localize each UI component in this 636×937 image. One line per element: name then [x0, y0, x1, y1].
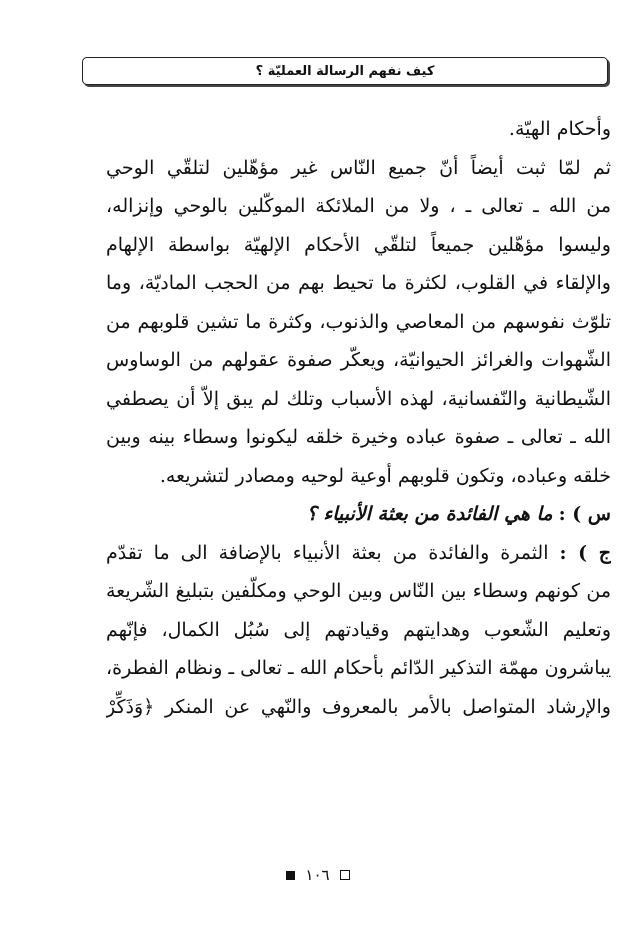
text-line: الشّهوات والغرائز الحيوانيّة، ويعكّر صفوة عقولهم من الوساوس: [106, 349, 611, 371]
text-line: يباشرون مهمّة التذكير الدّائم بأحكام الله ـ تعالى ـ ونظام الفطرة،: [106, 657, 611, 679]
text-line: والإلقاء في القلوب، لكثرة ما تحيط بهم من الحجب الماديّة، وما: [106, 272, 611, 294]
header-title: كيف نفهم الرسالة العمليّة ؟: [255, 63, 435, 79]
empty-square-icon: [340, 870, 350, 880]
question-text: ما هي الفائدة من بعثة الأنبياء ؟: [306, 503, 553, 525]
text-line: من الله ـ تعالى ـ ، ولا من الملائكة الموكّلين بالوحي وإنزاله،: [106, 195, 611, 217]
body-text: [106, 110, 611, 726]
text-line: وليسوا مؤهّلين جميعاً لتلقّي الأحكام الإلهيّة بواسطة الإلهام: [106, 233, 611, 256]
question-line: [106, 495, 611, 534]
question-marker: س ) :: [558, 503, 611, 525]
answer-first-text: الثمرة والفائدة من بعثة الأنبياء بالإضافة الى ما تقدّم: [106, 541, 549, 564]
page-number: ١٠٦: [305, 866, 330, 884]
text-line: خلقه وعباده، وتكون قلوبهم أوعية لوحيه ومصادر لتشريعه.: [159, 464, 611, 487]
text-line: والإرشاد المتواصل بالأمر بالمعروف والنّهي عن المنكر ﴿وَذَكِّرْ: [106, 695, 611, 718]
running-header: [82, 57, 608, 85]
text-line: الله ـ تعالى ـ صفوة عباده وخيرة خلقه ليكونوا وسطاء بينه وبين: [106, 426, 611, 448]
answer-marker: ج ) :: [559, 541, 611, 564]
text-line: وتعليم الشّعوب وهدايتهم وقيادتهم إلى سُبُل الكمال، فإنّهم: [106, 618, 611, 641]
filled-square-icon: [286, 871, 295, 880]
text-line: تلوّث نفوسهم من المعاصي والذنوب، وكثرة ما تشين قلوبهم من: [106, 310, 611, 333]
answer-line: [106, 534, 611, 573]
text-line: الشّيطانية والنّفسانية، لهذه الأسباب وتلك لم يبق إلاّ أن يصطفي: [106, 387, 611, 410]
text-line: وأحكام الهيّة.: [508, 118, 611, 140]
text-line: ثم لمّا ثبت أيضاً أنّ جميع النّاس غير مؤهّلين لتلقّي الوحي: [106, 156, 611, 179]
page-footer: [0, 866, 636, 884]
text-line: من كونهم وسطاء بين النّاس وبين الوحي ومكلّفين بتبليغ الشّريعة: [106, 580, 611, 602]
